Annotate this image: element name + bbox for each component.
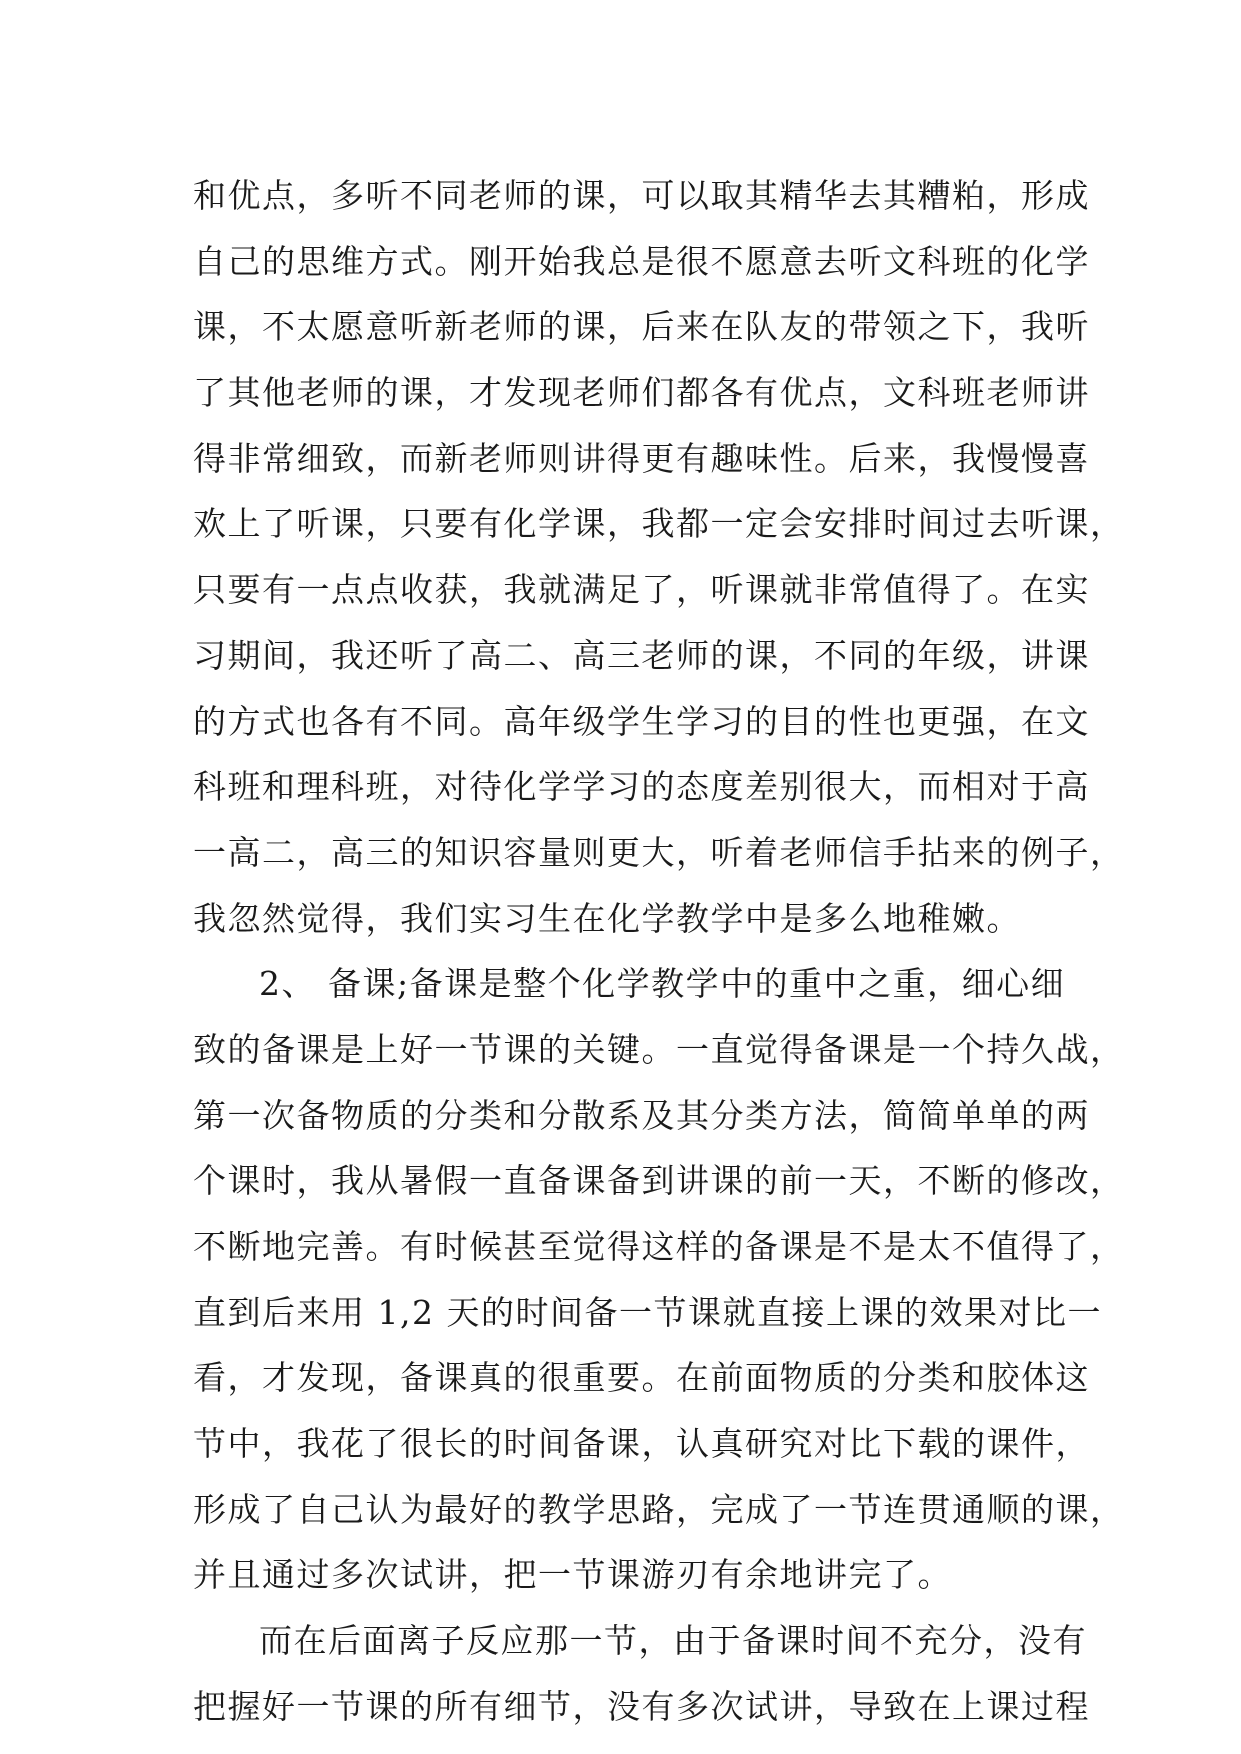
text-line: 2、 备课;备课是整个化学教学中的重中之重，细心细 (259, 964, 1066, 1004)
text-line: 只要有一点点收获，我就满足了，听课就非常值得了。在实 (193, 570, 1090, 610)
text-line: 习期间，我还听了高二、高三老师的课，不同的年级，讲课 (193, 635, 1090, 675)
text-line: 节中，我花了很长的时间备课，认真研究对比下载的课件， (193, 1424, 1090, 1464)
text-line: 得非常细致，而新老师则讲得更有趣味性。后来，我慢慢喜 (193, 438, 1090, 478)
body-text (193, 163, 1125, 1740)
text-line: 形成了自己认为最好的教学思路，完成了一节连贯通顺的课， (193, 1489, 1125, 1529)
text-line: 不断地完善。有时候甚至觉得这样的备课是不是太不值得了， (193, 1227, 1125, 1266)
text-line: 科班和理科班，对待化学学习的态度差别很大，而相对于高 (193, 767, 1090, 807)
text-line: 的方式也各有不同。高年级学生学习的目的性也更强，在文 (193, 701, 1090, 741)
text-line: 致的备课是上好一节课的关键。一直觉得备课是一个持久战， (193, 1029, 1125, 1069)
text-line: 一高二，高三的知识容量则更大，听着老师信手拈来的例子， (193, 832, 1125, 872)
text-line: 我忽然觉得，我们实习生在化学教学中是多么地稚嫩。 (193, 898, 1021, 938)
text-line: 了其他老师的课，才发现老师们都各有优点，文科班老师讲 (193, 373, 1090, 413)
text-line: 直到后来用 1,2 天的时间备一节课就直接上课的效果对比一 (193, 1292, 1102, 1332)
text-line: 并且通过多次试讲，把一节课游刃有余地讲完了。 (193, 1555, 952, 1595)
text-line: 和优点，多听不同老师的课，可以取其精华去其糟粕，形成 (193, 176, 1090, 215)
text-line: 而在后面离子反应那一节，由于备课时间不充分，没有 (259, 1621, 1087, 1661)
text-line: 个课时，我从暑假一直备课备到讲课的前一天，不断的修改， (193, 1161, 1125, 1201)
text-line: 把握好一节课的所有细节，没有多次试讲，导致在上课过程 (193, 1686, 1090, 1726)
text-line: 课，不太愿意听新老师的课，后来在队友的带领之下，我听 (193, 307, 1090, 347)
text-line: 看，才发现，备课真的很重要。在前面物质的分类和胶体这 (193, 1358, 1090, 1398)
text-line: 自己的思维方式。刚开始我总是很不愿意去听文科班的化学 (193, 241, 1090, 281)
text-line: 欢上了听课，只要有化学课，我都一定会安排时间过去听课， (193, 504, 1125, 544)
text-line: 第一次备物质的分类和分散系及其分类方法，简简单单的两 (193, 1095, 1090, 1135)
